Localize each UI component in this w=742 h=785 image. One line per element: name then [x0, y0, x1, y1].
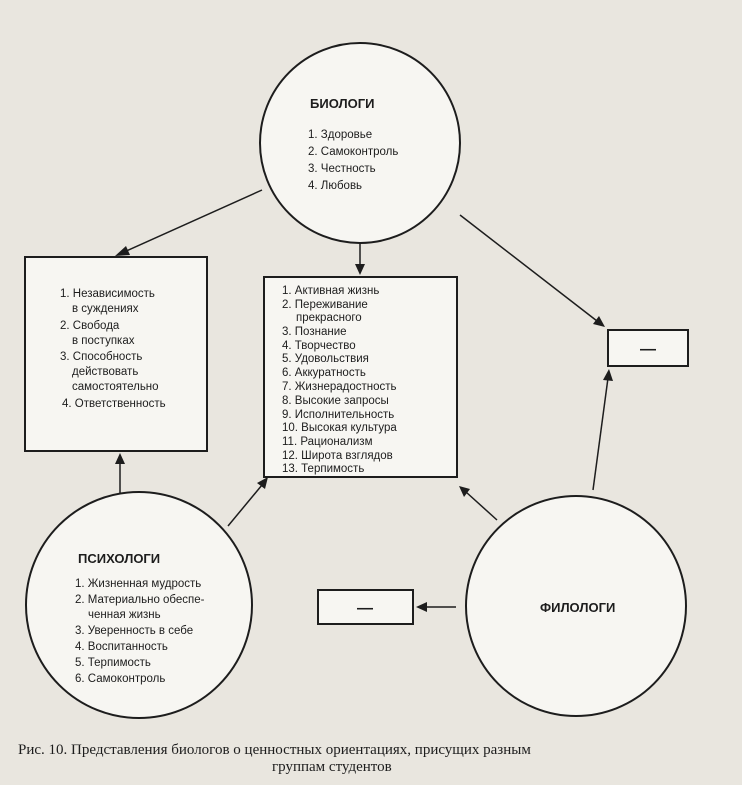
center-box-item: 5. Удовольствия [282, 353, 369, 365]
psychologists-title: ПСИХОЛОГИ [78, 551, 161, 566]
center-box-item: 11. Рационализм [282, 436, 373, 448]
left-box-item: в суждениях [72, 303, 139, 315]
right-box-dash: — [640, 341, 656, 358]
arrow-head [593, 316, 605, 327]
center-box-item: 7. Жизнерадостность [282, 381, 397, 393]
biologists-item: 4. Любовь [308, 180, 363, 192]
center-box-item: 9. Исполнительность [282, 409, 395, 421]
center-box-item: 1. Активная жизнь [282, 285, 380, 297]
caption-line-1: Рис. 10. Представления биологов о ценностных ориентациях, присущих разным [18, 742, 531, 758]
center-box-item: 8. Высокие запросы [282, 395, 389, 407]
arrow-head [257, 477, 268, 489]
arrow-head [459, 486, 470, 497]
arrow-head [115, 246, 130, 256]
left-box-item: 1. Независимость [60, 288, 155, 300]
arrow-biologists-to-right-box [460, 215, 597, 321]
center-box-item: 10. Высокая культура [282, 422, 397, 434]
left-box-item: 2. Свобода [60, 320, 120, 332]
left-box-item: в поступках [72, 335, 135, 347]
center-box-item: прекрасного [296, 312, 362, 324]
biologists-item: 3. Честность [308, 163, 376, 175]
left-box-item: действовать [72, 366, 139, 378]
left-box-item: 4. Ответственность [62, 398, 166, 410]
biologists-circle [260, 43, 460, 243]
biologists-title: БИОЛОГИ [310, 96, 375, 111]
center-box-item: 6. Аккуратность [282, 367, 366, 379]
arrow-psychologists-to-center-box [228, 485, 262, 526]
philologists-title: ФИЛОЛОГИ [540, 600, 616, 615]
center-box-item: 2. Переживание [282, 299, 368, 311]
arrow-head [603, 369, 613, 381]
psychologists-item: 6. Самоконтроль [75, 673, 166, 685]
caption-line-2: группам студентов [272, 759, 392, 775]
arrow-head [355, 264, 365, 275]
bottom-box-dash: — [357, 600, 373, 617]
arrow-head [115, 453, 125, 464]
psychologists-item: 1. Жизненная мудрость [75, 578, 202, 590]
center-box-item: 3. Познание [282, 326, 347, 338]
arrow-biologists-to-left-box [124, 190, 262, 252]
arrow-philologists-to-right-box [593, 378, 608, 490]
psychologists-item: ченная жизнь [88, 609, 161, 621]
arrow-philologists-to-center-box [466, 492, 497, 520]
psychologists-item: 4. Воспитанность [75, 641, 168, 653]
psychologists-item: 5. Терпимость [75, 657, 151, 669]
left-box-item: самостоятельно [72, 381, 159, 393]
psychologists-item: 2. Материально обеспе- [75, 594, 205, 606]
center-box-item: 12. Широта взглядов [282, 450, 393, 462]
center-box-item: 13. Терпимость [282, 463, 365, 475]
left-box-item: 3. Способность [60, 351, 143, 363]
biologists-item: 1. Здоровье [308, 129, 373, 141]
arrow-head [416, 602, 427, 612]
biologists-item: 2. Самоконтроль [308, 146, 399, 158]
figure-caption [18, 742, 718, 776]
psychologists-item: 3. Уверенность в себе [75, 625, 194, 637]
center-box-item: 4. Творчество [282, 340, 356, 352]
